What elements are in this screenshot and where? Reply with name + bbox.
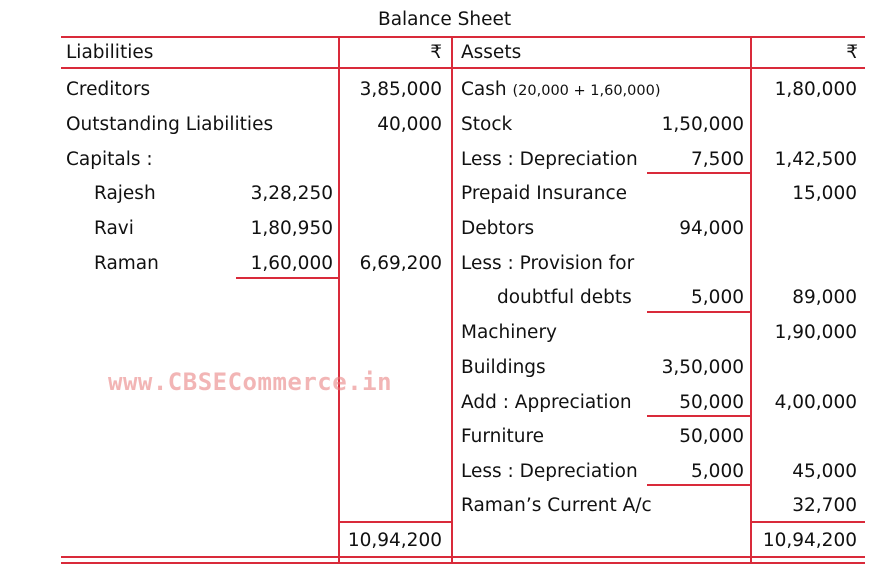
prepaid-insurance-label: Prepaid Insurance (461, 183, 628, 204)
capitals-underline (236, 277, 339, 279)
buildings-net-amount: 4,00,000 (774, 392, 857, 413)
asset-currency-header: ₹ (846, 42, 858, 63)
capitals-label: Capitals : (66, 149, 153, 170)
assets-grand-total: 10,94,200 (762, 530, 857, 551)
machinery-label: Machinery (461, 322, 557, 343)
raman-current-account-amount: 32,700 (792, 495, 857, 516)
cash-label: Cash (461, 79, 507, 100)
stock-underline (647, 172, 750, 174)
capital-rajesh-amount: 3,28,250 (250, 183, 333, 204)
liab-currency-header: ₹ (430, 42, 442, 63)
buildings-add-amount: 50,000 (679, 392, 744, 413)
stock-inner-amount: 1,50,000 (661, 114, 744, 135)
liabilities-grand-total: 10,94,200 (347, 530, 442, 551)
table-bottom-rule-1 (61, 556, 865, 558)
assets-header: Assets (461, 42, 522, 63)
debtors-less-amount: 5,000 (691, 287, 744, 308)
debtors-label: Debtors (461, 218, 535, 239)
liab-amount-column-left-rule (338, 36, 340, 564)
furniture-less-amount: 5,000 (691, 461, 744, 482)
raman-current-account-label: Raman’s Current A/c (461, 495, 652, 516)
buildings-underline (647, 415, 750, 417)
capitals-total-amount: 6,69,200 (359, 253, 442, 274)
capital-rajesh-label: Rajesh (94, 183, 156, 204)
page-title: Balance Sheet (378, 9, 512, 30)
table-bottom-rule-2 (61, 562, 865, 564)
buildings-label: Buildings (461, 357, 546, 378)
center-divider-rule (451, 36, 453, 564)
debtors-less-label-1: Less : Provision for (461, 253, 635, 274)
capital-raman-label: Raman (94, 253, 159, 274)
buildings-inner-amount: 3,50,000 (661, 357, 744, 378)
cash-note: (20,000 + 1,60,000) (512, 83, 661, 99)
prepaid-insurance-amount: 15,000 (792, 183, 857, 204)
stock-less-amount: 7,500 (691, 149, 744, 170)
liab-total-top-rule (338, 521, 453, 523)
watermark: www.CBSECommerce.in (108, 368, 393, 396)
asset-total-top-rule (750, 521, 865, 523)
creditors-amount: 3,85,000 (359, 79, 442, 100)
liabilities-header: Liabilities (66, 42, 154, 63)
outstanding-liabilities-amount: 40,000 (377, 114, 442, 135)
cash-amount: 1,80,000 (774, 79, 857, 100)
debtors-less-label-2: doubtful debts (497, 287, 632, 308)
furniture-inner-amount: 50,000 (679, 426, 744, 447)
buildings-add-label: Add : Appreciation (461, 392, 632, 413)
stock-net-amount: 1,42,500 (774, 149, 857, 170)
header-bottom-rule (61, 67, 865, 69)
furniture-label: Furniture (461, 426, 545, 447)
table-top-rule (61, 36, 865, 38)
outstanding-liabilities-label: Outstanding Liabilities (66, 114, 274, 135)
debtors-underline (647, 311, 750, 313)
stock-label: Stock (461, 114, 513, 135)
machinery-amount: 1,90,000 (774, 322, 857, 343)
debtors-inner-amount: 94,000 (679, 218, 744, 239)
furniture-less-label: Less : Depreciation (461, 461, 638, 482)
furniture-net-amount: 45,000 (792, 461, 857, 482)
asset-amount-column-left-rule (750, 36, 752, 564)
capital-ravi-amount: 1,80,950 (250, 218, 333, 239)
furniture-underline (647, 484, 750, 486)
creditors-label: Creditors (66, 79, 151, 100)
stock-less-label: Less : Depreciation (461, 149, 638, 170)
capital-ravi-label: Ravi (94, 218, 134, 239)
debtors-net-amount: 89,000 (792, 287, 857, 308)
capital-raman-amount: 1,60,000 (250, 253, 333, 274)
cash-row (461, 79, 661, 102)
